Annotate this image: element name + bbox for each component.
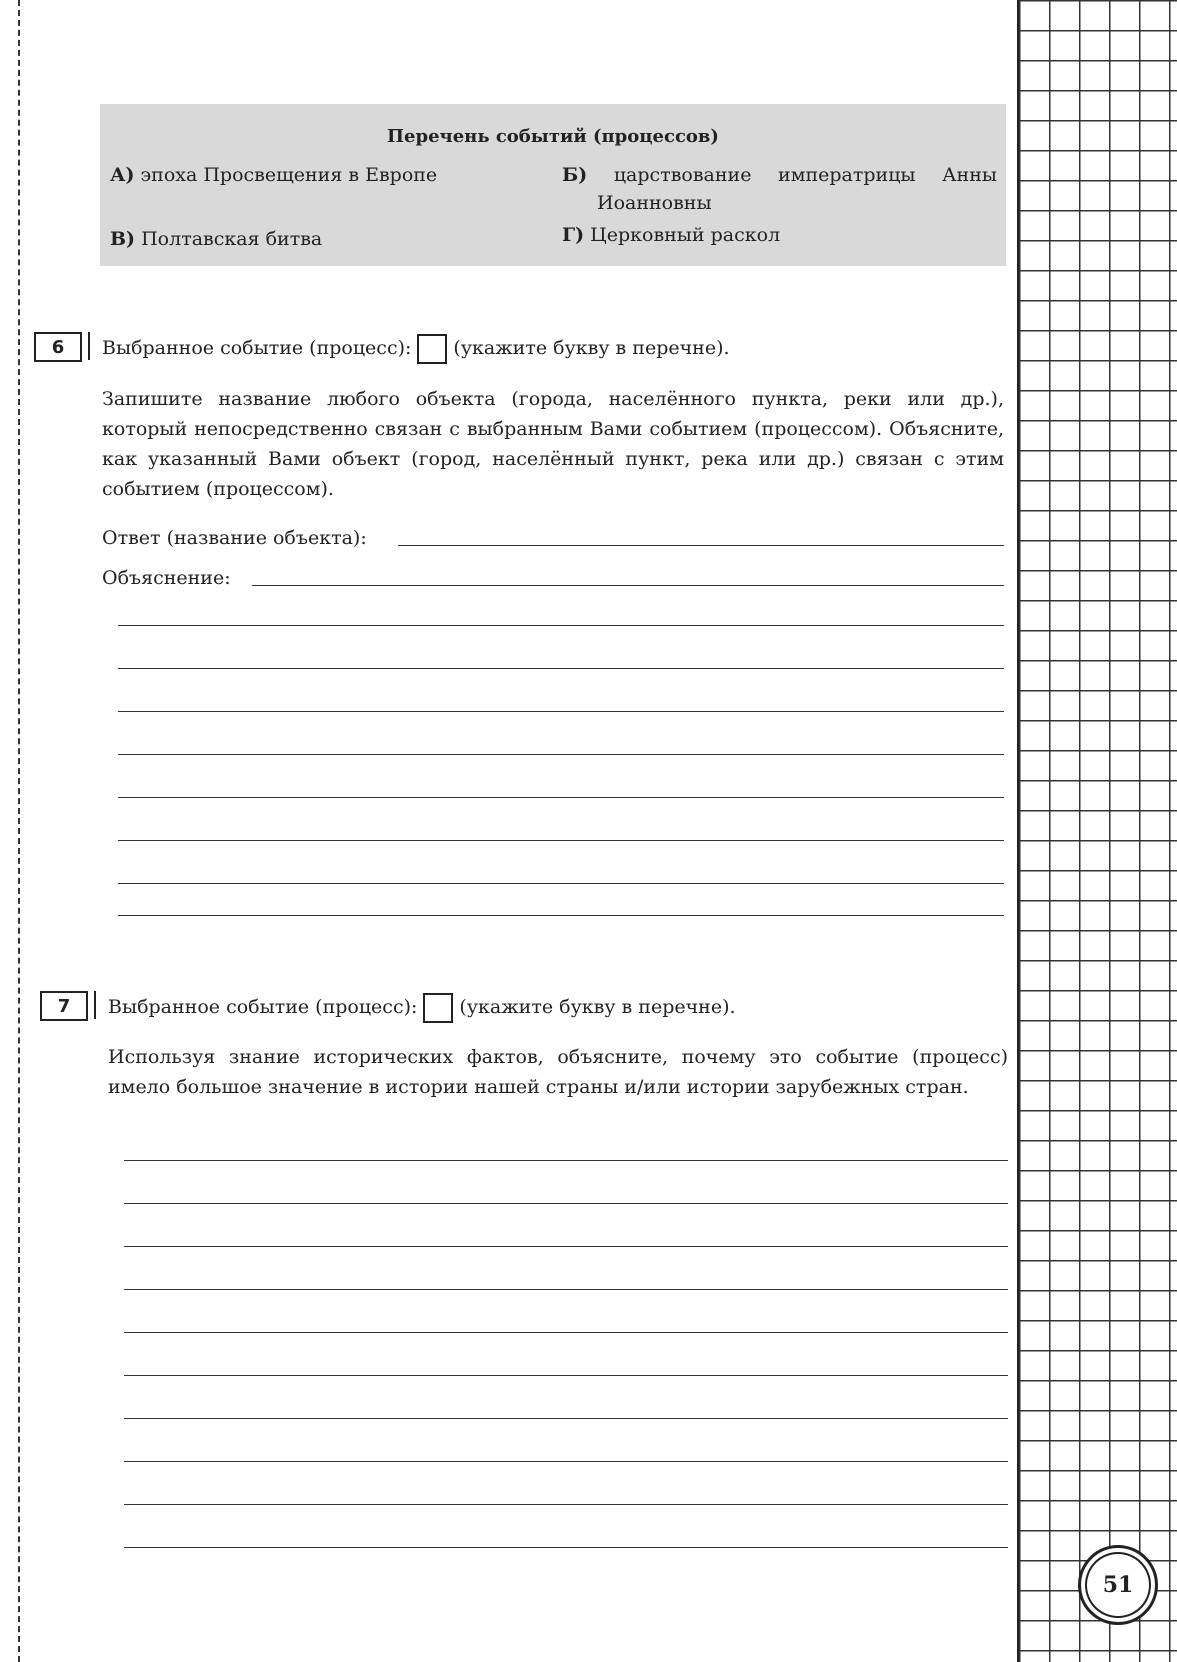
task-6-chosen-label: Выбранное событие (процесс): bbox=[102, 337, 412, 359]
task-7-writing-line[interactable] bbox=[124, 1375, 1008, 1376]
task-7-writing-line[interactable] bbox=[124, 1461, 1008, 1462]
task-7-writing-line[interactable] bbox=[124, 1418, 1008, 1419]
event-item-g: Г) Церковный раскол bbox=[562, 224, 781, 246]
task-6-writing-line[interactable] bbox=[118, 797, 1004, 798]
page-number: 51 bbox=[1078, 1545, 1158, 1625]
task-6-writing-line[interactable] bbox=[118, 915, 1004, 916]
task-6-writing-line[interactable] bbox=[118, 840, 1004, 841]
task-7-writing-line[interactable] bbox=[124, 1246, 1008, 1247]
events-list-box bbox=[100, 104, 1006, 266]
task-7-prompt: Используя знание исторических фактов, объясните, почему это событие (процесс) имело большое значение в истории нашей страны и/или истории зарубежных стран. bbox=[108, 1046, 1008, 1098]
events-list-title: Перечень событий (процессов) bbox=[387, 126, 719, 147]
grid-margin bbox=[1017, 0, 1177, 1662]
cut-line bbox=[18, 0, 20, 1662]
task-7-writing-line[interactable] bbox=[124, 1547, 1008, 1548]
event-item-b-continued: Иоанновны bbox=[597, 192, 712, 214]
task-7-writing-line[interactable] bbox=[124, 1332, 1008, 1333]
task-6-answer-label: Ответ (название объекта): bbox=[102, 527, 367, 549]
task-6-explanation-label: Объяснение: bbox=[102, 567, 231, 589]
task-7-writing-line[interactable] bbox=[124, 1289, 1008, 1290]
task-7-writing-line[interactable] bbox=[124, 1504, 1008, 1505]
task-7-chosen-label: Выбранное событие (процесс): bbox=[108, 996, 418, 1018]
task-6-chosen-line bbox=[102, 334, 730, 364]
task-7-number: 7 bbox=[40, 991, 88, 1021]
task-6-writing-line[interactable] bbox=[118, 711, 1004, 712]
task-6-writing-line[interactable] bbox=[118, 625, 1004, 626]
event-item-a: А) эпоха Просвещения в Европе bbox=[110, 164, 438, 186]
event-item-b: Б) царствование императрицы Анны bbox=[562, 164, 997, 186]
task-7-chosen-line bbox=[108, 993, 736, 1023]
task-6-chosen-hint: (укажите букву в перечне). bbox=[453, 337, 730, 359]
task-6-writing-line[interactable] bbox=[118, 668, 1004, 669]
event-item-v: В) Полтавская битва bbox=[110, 228, 323, 250]
task-7-chosen-hint: (укажите букву в перечне). bbox=[459, 996, 736, 1018]
task-6-writing-line[interactable] bbox=[118, 754, 1004, 755]
task-7-letter-box[interactable] bbox=[423, 993, 453, 1023]
task-7-writing-line[interactable] bbox=[124, 1203, 1008, 1204]
task-6-writing-line[interactable] bbox=[118, 883, 1004, 884]
task-6-prompt: Запишите название любого объекта (города, населённого пункта, реки или др.), который непосредственно связан с выбранным Вами событием (процессом). Объясните, как указанный Вами объект (город, населённый пункт, река или др.) связан с этим событием (процессом). bbox=[102, 388, 1004, 500]
task-6-number: 6 bbox=[34, 332, 82, 362]
task-6-answer-line[interactable] bbox=[398, 545, 1004, 546]
task-6-explanation-line[interactable] bbox=[252, 585, 1004, 586]
task-6-letter-box[interactable] bbox=[417, 334, 447, 364]
task-7-writing-line[interactable] bbox=[124, 1160, 1008, 1161]
